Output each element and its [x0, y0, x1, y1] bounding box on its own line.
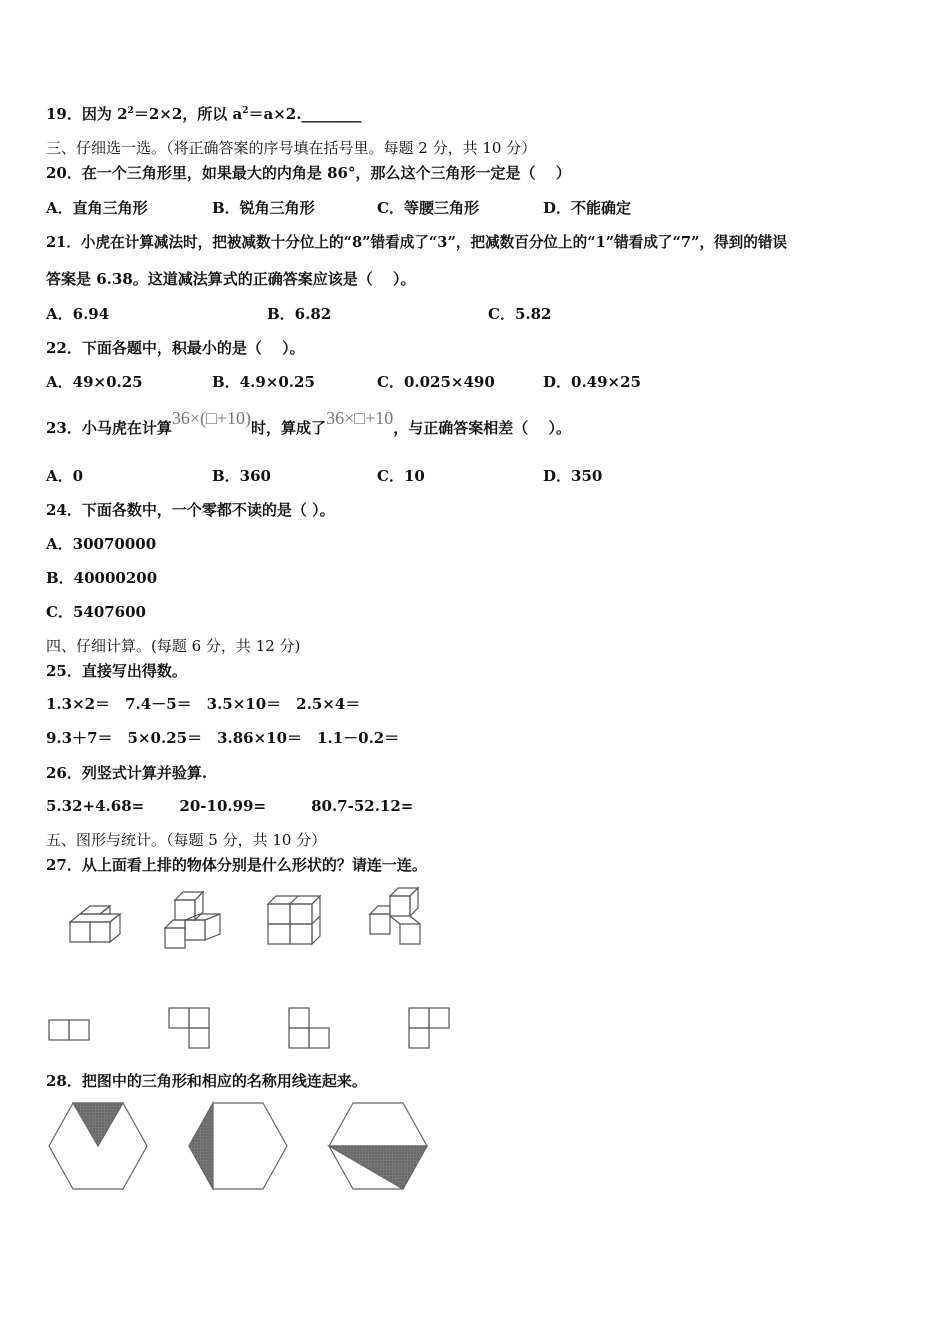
- q23-expression-1: 36×(□+10): [171, 408, 252, 428]
- q24-option-c: C．5407600: [46, 603, 146, 621]
- q28-title: 28．把图中的三角形和相应的名称用线连起来。: [46, 1072, 367, 1090]
- q21-option-b: B．6.82: [267, 305, 332, 323]
- hexagon-1: [49, 1103, 147, 1189]
- q22-text: 22．下面各题中，积最小的是（ ）。: [46, 339, 305, 357]
- q21-line2: 答案是 6.38。这道减法算式的正确答案应该是（ ）。: [46, 270, 416, 288]
- q23-text: 23．小马虎在计算36×(□+10)时，算成了36×□+10，与正确答案相差（ ）。: [46, 408, 571, 437]
- q21-line1: 21．小虎在计算减法时，把被减数十分位上的“8”错看成了“3”，把减数百分位上的“1”错看成了“7”，得到的错误: [46, 234, 788, 251]
- q24-text: 24．下面各数中，一个零都不读的是（ ）。: [46, 501, 335, 519]
- q23-expression-2: 36×□+10: [326, 408, 394, 428]
- top-view-2: [169, 1008, 209, 1048]
- top-view-4: [409, 1008, 449, 1048]
- q23-option-a: A．0: [46, 467, 84, 485]
- q27-top-views: [45, 1004, 455, 1054]
- top-view-3: [289, 1008, 329, 1048]
- q25-row-2: 9.3＋7＝ 5×0.25＝ 3.86×10＝ 1.1－0.2＝: [46, 729, 400, 747]
- q20-option-d: D．不能确定: [543, 199, 632, 217]
- q20-text: 20．在一个三角形里，如果最大的内角是 86°，那么这个三角形一定是（ ）: [46, 164, 571, 182]
- q28-hexagon-figures: [45, 1098, 445, 1194]
- cube-figure-1: [70, 906, 120, 942]
- cube-figure-2: [165, 892, 220, 948]
- top-view-1: [49, 1020, 89, 1040]
- q20-option-a: A．直角三角形: [46, 199, 148, 217]
- section-4-title: 四、仔细计算。(每题 6 分，共 12 分): [46, 637, 301, 655]
- q26-title: 26．列竖式计算并验算.: [46, 764, 208, 782]
- hexagon-2: [189, 1103, 287, 1189]
- q21-option-a: A．6.94: [46, 305, 110, 323]
- q22-option-c: C．0.025×490: [377, 373, 495, 391]
- hexagon-3: [329, 1103, 427, 1189]
- q25-row-1: 1.3×2＝ 7.4－5＝ 3.5×10＝ 2.5×4＝: [46, 695, 361, 713]
- q22-option-a: A．49×0.25: [46, 373, 143, 391]
- q23-option-d: D．350: [543, 467, 603, 485]
- section-3-title: 三、仔细选一选。（将正确答案的序号填在括号里。每题 2 分，共 10 分）: [46, 139, 537, 157]
- q24-option-b: B．40000200: [46, 569, 158, 587]
- cube-figure-3: [268, 896, 320, 944]
- q24-option-a: A．30070000: [46, 535, 157, 553]
- q21-option-c: C．5.82: [488, 305, 552, 323]
- q20-option-b: B．锐角三角形: [212, 199, 315, 217]
- q23-option-b: B．360: [212, 467, 271, 485]
- q20-option-c: C．等腰三角形: [377, 199, 479, 217]
- q22-option-d: D．0.49×25: [543, 373, 641, 391]
- q23-option-c: C．10: [377, 467, 425, 485]
- q27-cube-figures: [60, 884, 460, 954]
- q27-title: 27．从上面看上排的物体分别是什么形状的？请连一连。: [46, 856, 427, 874]
- q22-option-b: B．4.9×0.25: [212, 373, 315, 391]
- cube-figure-4: [370, 888, 420, 944]
- q19: 19．因为 $2^2=2\times 2$，所以 $a^2=a\times 2.\_\_\_\_\_\_\_\_$: [46, 105, 362, 123]
- q26-row: 5.32+4.68= 20-10.99= 80.7-52.12=: [46, 797, 414, 815]
- q25-title: 25．直接写出得数。: [46, 662, 187, 680]
- section-5-title: 五、图形与统计。（每题 5 分，共 10 分）: [46, 831, 327, 849]
